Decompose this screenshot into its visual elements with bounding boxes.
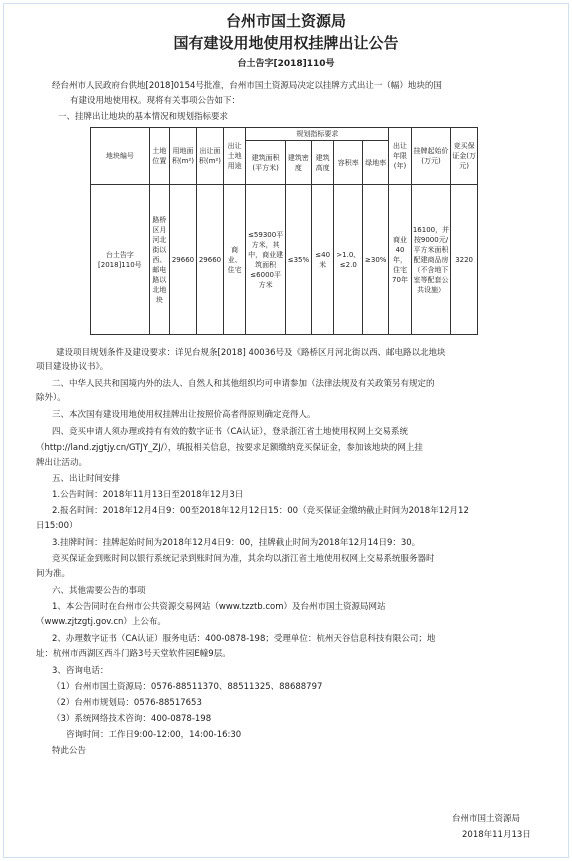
- table-row: [91, 185, 478, 335]
- body-line-4: 除外）。: [36, 393, 66, 403]
- body-line-6: 四、竞买申请人须办理或持有有效的数字证书（CA认证），登录浙江省土地使用权网上交易系统: [52, 427, 409, 437]
- body-line-9: 五、出让时间安排: [52, 474, 121, 484]
- cell-density: ≤35%: [285, 185, 311, 335]
- body-line-7: （http://land.zjgtjy.cn/GTJY_ZJ/），填报相关信息，按要求足额缴纳竞买保证金，参加该地块的网上挂: [36, 443, 423, 453]
- doc-number: 台土告字[2018]110号: [237, 59, 335, 69]
- th-location: 土地位置: [149, 128, 169, 185]
- section-1-heading: 一、挂牌出让地块的基本情况和规划指标要求: [58, 112, 229, 122]
- signature-date: 2018年11月13日: [462, 830, 531, 840]
- th-use: 出让土地用途: [223, 128, 245, 185]
- th-years: 出让年限(年): [389, 128, 411, 185]
- body-line-15: 间为准。: [36, 569, 71, 579]
- intro-line-1: 经台州市人民政府台供地[2018]0154号批准，台州市国土资源局决定以挂牌方式出让一（幅）地块的国: [52, 81, 442, 91]
- cell-height: ≤40米: [311, 185, 333, 335]
- th-plan-group: 规划指标要求: [246, 128, 389, 141]
- th-parcel-no: 地块编号: [91, 128, 150, 185]
- body-line-8: 牌出让活动。: [36, 458, 88, 468]
- cell-parcel-no: 台土告字[2018]110号: [91, 185, 150, 335]
- th-start-price: 挂牌起始价(万元): [411, 128, 451, 185]
- cell-deposit: 3220: [451, 185, 478, 335]
- body-line-14: 竞买保证金到账时间以银行系统记录到账时间为准，其余均以浙江省土地使用权网上交易系统服务器时: [52, 554, 435, 564]
- body-line-21: 3、咨询电话：: [52, 666, 109, 676]
- cell-green: ≥30%: [363, 185, 389, 335]
- org-title: 台州市国土资源局: [225, 12, 346, 30]
- body-line-26: 特此公告: [52, 746, 87, 756]
- th-sell-area: 出让面积(m²): [196, 128, 223, 185]
- body-line-1: 建设项目规划条件及建设要求：详见台规条[2018] 40036号及《路桥区月河北街以西、邮电路以北地块: [56, 348, 446, 358]
- th-build-area: 建筑面积(平方米): [246, 141, 286, 185]
- parcel-table: [90, 127, 478, 335]
- body-line-13: 3.挂牌时间：挂牌起始时间为2018年12月4日9：00，挂牌截止时间为2018年12月14日9：30。: [52, 538, 421, 548]
- cell-years: 商业40年，住宅70年: [389, 185, 411, 335]
- notice-title: 国有建设用地使用权挂牌出让公告: [173, 34, 399, 52]
- intro-line-2: 有建设用地使用权。现将有关事项公告如下：: [70, 96, 241, 106]
- body-line-12: 日15:00）: [36, 521, 78, 531]
- cell-location: 路桥区月河北街以西、邮电路以北地块: [149, 185, 169, 335]
- body-line-16: 六、其他需要公告的事项: [52, 586, 146, 596]
- th-far: 容积率: [334, 141, 363, 185]
- th-land-area: 用地面积(m²): [170, 128, 197, 185]
- cell-use: 商业、住宅: [223, 185, 245, 335]
- cell-start-price: 16100，并按9000元/平方米面积配建商品房（不含地下室等配套公共设施）: [411, 185, 451, 335]
- th-density: 建筑密度: [285, 141, 311, 185]
- cell-far: >1.0、≤2.0: [334, 185, 363, 335]
- body-line-25: 咨询时间：工作日9:00-12:00，14:00-16:30: [66, 730, 242, 740]
- cell-sell-area: 29660: [196, 185, 223, 335]
- th-height: 建筑高度: [311, 141, 333, 185]
- th-deposit: 竞买保证金(万元): [451, 128, 478, 185]
- body-line-20: 址：杭州市西湖区西斗门路3号天堂软件园E幢9层。: [36, 649, 231, 659]
- body-line-11: 2.报名时间：2018年12月4日9：00至2018年12月12日15：00（竞买保证金缴纳截止时间为2018年12月12: [52, 506, 469, 516]
- body-line-24: （3）系统网络技术咨询：400-0878-198: [52, 714, 212, 724]
- body-line-23: （2）台州市规划局：0576-88517653: [52, 698, 202, 708]
- body-line-5: 三、本次国有建设用地使用权挂牌出让按照价高者得原则确定竞得人。: [52, 410, 316, 420]
- cell-land-area: 29660: [170, 185, 197, 335]
- body-line-17: 1、本公告同时在台州市公共资源交易网站（www.tzztb.com）及台州市国土资源局网站: [52, 602, 386, 612]
- body-line-18: （www.zjtzgtj.gov.cn）上公布。: [36, 617, 166, 627]
- body-line-3: 二、中华人民共和国境内外的法人、自然人和其他组织均可申请参加（法律法规及有关政策另有规定的: [52, 379, 435, 389]
- body-line-22: （1）台州市国土资源局：0576-88511370、88511325、88688797: [52, 682, 323, 692]
- cell-build-area: ≤59300平方米，其中，商业建筑面积≤6000平方米: [246, 185, 286, 335]
- signature-org: 台州市国土资源局: [452, 814, 521, 824]
- body-line-2: 项目建设协议书》。: [36, 362, 109, 372]
- body-line-19: 2、办理数字证书（CA认证）服务电话：400-0878-198；受理单位：杭州天谷信息科技有限公司；地: [52, 634, 436, 644]
- body-line-10: 1.公告时间：2018年11月13日至2018年12月3日: [52, 490, 244, 500]
- th-green: 绿地率: [363, 141, 389, 185]
